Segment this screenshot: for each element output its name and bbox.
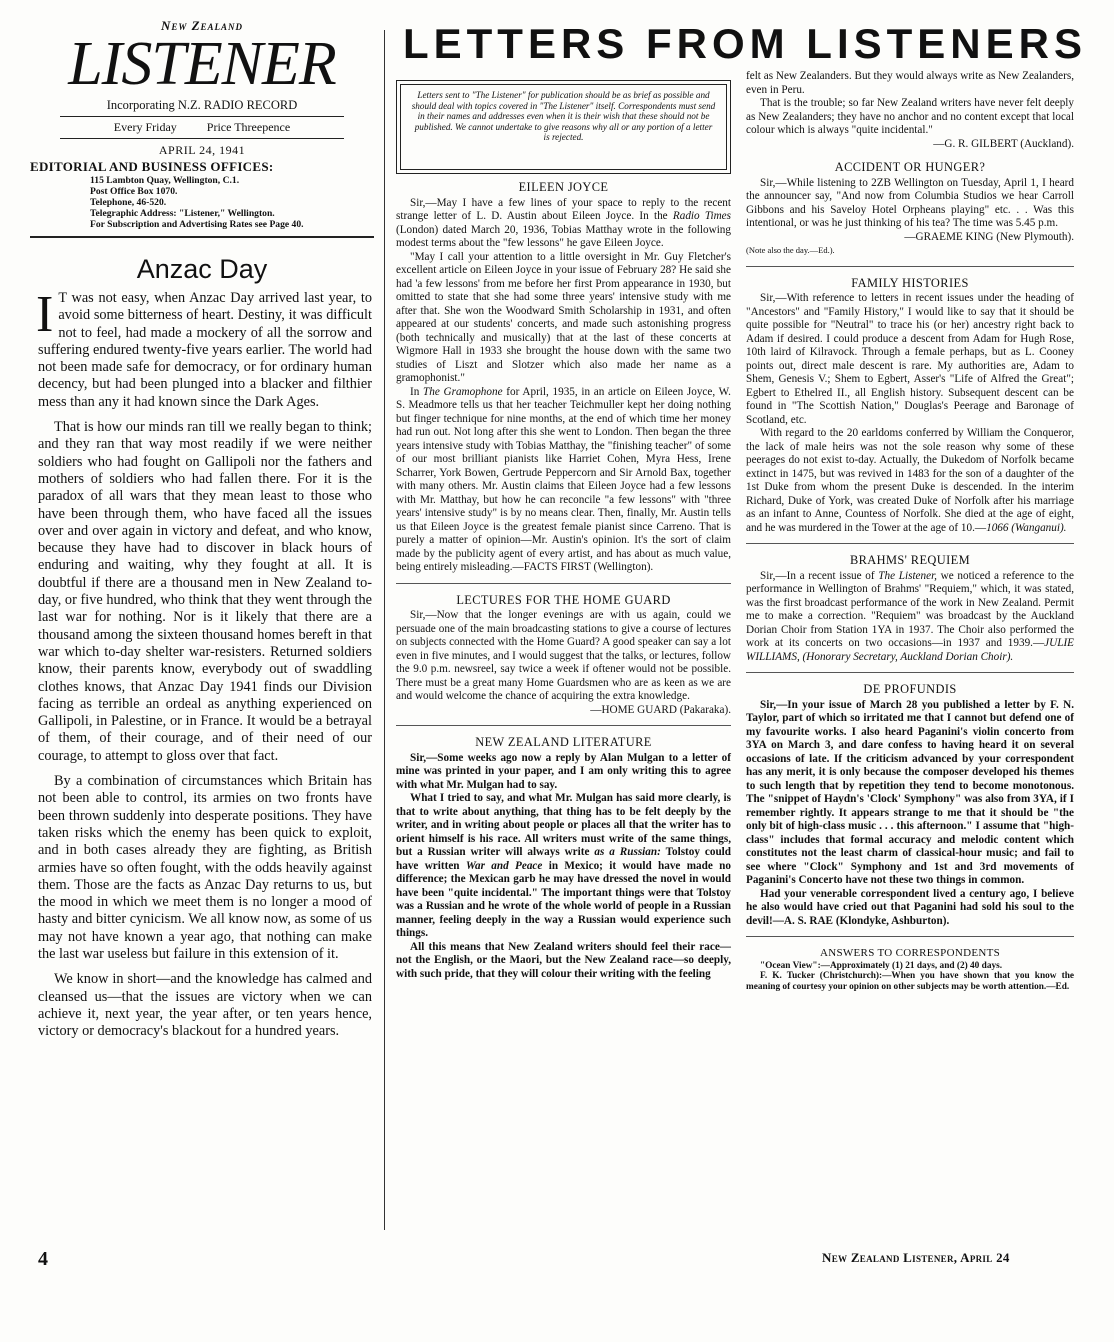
editorial-paragraph: By a combination of circumstances which Britain has not been able to control, its armies on two fronts have been thrown suddenly into desperate positions. They have taken risks which the enemy has been quick to exploit, and in both cases already they are fighting, as British armies have so often fought, with the odds heavily against them. Those are the facts as Anzac Day returns to us, but the mood in which we meet them is no longer a mood of hasty and bitter cynicism. We all know now, as some of us may not have known a year ago, that nothing can make the last war useless but failure in this extension of it. xyxy=(38,773,372,962)
editorial-title: Anzac Day xyxy=(136,254,268,284)
masthead-top: New Zealand xyxy=(160,18,244,33)
letter-heading: DE PROFUNDIS xyxy=(863,682,957,696)
letter-signature: —G. R. GILBERT (Auckland). xyxy=(933,137,1074,150)
answer-item: "Ocean View":—Approximately (1) 21 days, and (2) 40 days. xyxy=(760,960,1003,971)
office-address: 115 Lambton Quay, Wellington, C.1. xyxy=(90,175,240,186)
office-rates: For Subscription and Advertising Rates see Page 40. xyxy=(90,219,304,230)
letter-heading: ACCIDENT OR HUNGER? xyxy=(834,160,986,174)
letter-paragraph: felt as New Zealanders. But they would always write as New Zealanders, even in Peru. xyxy=(746,70,1074,96)
answers-heading: ANSWERS TO CORRESPONDENTS xyxy=(819,947,1001,959)
editorial-paragraph: I T was not easy, when Anzac Day arrived last year, to avoid some bitterness of heart. Destiny, it was difficult not to feel, had made a mockery of all the sorrow and suffering endured twenty-five years earlier. The world had not been made safe for democracy, or for ordinary human decency, but had been plunged into a blacker and filthier mess than any it had known since the Dark Ages. xyxy=(36,286,372,410)
letter-paragraph: "May I call your attention to a little oversight in Mr. Guy Fletcher's excellent article on Eileen Joyce in your issue of February 28? He said she had 'a few lessons' from me before her first Prom appearance in 1930, but omitted to state that she had some three years' intensive study with me after that. She won the Woodward Smith Scholarship in 1931, and often appeared at our students' concerts, and made such astonishing progress (both technically and musically) that at the last of these concerts at Wigmore Hall in 1933 she brought the house down with the same two studies of Liszt and Slotzer which also made her name as a gramophonist." xyxy=(396,250,731,384)
letter-paragraph: Sir,—In a recent issue of The Listener, we noticed a reference to the performance in Wellington of Brahms' "Requiem," which, it was stated, was the first broadcast performance of the work in New Zealand. Permit me to make a correction. "Requiem" was broadcast by the Auckland Dorian Choir from Station 1YA in 1937. The Choir also performed the work at its concerts on two occasions—in 1937 and 1939.—JULIE WILLIAMS, (Honorary Secretary, Auckland Dorian Choir). xyxy=(746,569,1074,663)
masthead xyxy=(30,18,374,238)
running-title: New Zealand Listener, April 24 xyxy=(822,1250,1010,1265)
drop-cap: I xyxy=(36,286,54,343)
office-telephone: Telephone, 46-520. xyxy=(90,197,167,208)
letter-brahms-requiem xyxy=(746,554,1074,673)
letter-signature: —HOME GUARD (Pakaraka). xyxy=(590,703,731,716)
editorial-body xyxy=(36,286,372,1230)
letter-paragraph: Had your venerable correspondent lived a century ago, I believe he also would have cried out that Paganini had sold his soul to the devil!—A. S. RAE (Klondyke, Ashburton). xyxy=(746,887,1074,927)
masthead-price: Price Threepence xyxy=(206,120,291,134)
letter-paragraph: Sir,—In your issue of March 28 you published a letter by F. N. Taylor, part of which so irritated me that I cannot but defend one of my favourite works. I also heard Paganini's violin concerto from 3YA on March 3, and dare confess to having heard it on several occasions of late. If the criticism advanced by your correspondent has any merit, it is only because the composer developed his themes to such length that by repetition they tend to become monotonous. The "snippet of Haydn's 'Clock' Symphony" was also from 3YA, if I remember rightly. It appears strange to me that it should be "the only bit of high-class music . . . this afternoon." I assume that "high-class" includes that formal accuracy and melodic content which constitutes not the least charm of classical-hour music; and fail to see where "Clock" Symphony and 1st and 3rd movements of Paganini's Concerto have not these two things in common. xyxy=(746,698,1074,886)
offices-heading: EDITORIAL AND BUSINESS OFFICES: xyxy=(30,159,274,174)
letter-paragraph: What I tried to say, and what Mr. Mulgan has said more clearly, is that to write about anything, that thing has to be felt deeply by the writer, and in writing about people or places all that the writer has to orient himself is his race. All writers must write of the same things, but a Russian writer will always write as a Russian: Tolstoy could have written War and Peace in Mexico; it would have made no difference; the Mexican garb he may have dressed the novel in would have been "quite incidental." The important things were that Tolstoy was a Russian and he wrote of the whole world of people in a Russian manner, feeling deeply in the way a Russian would experience such things. xyxy=(396,792,732,939)
masthead-rule xyxy=(30,236,374,238)
offices-details xyxy=(90,175,374,230)
letter-paragraph: That is the trouble; so far New Zealand writers have never felt deeply as New Zealanders; they have no anchor and no content except that local colour which is always "quite incidental." xyxy=(746,97,1074,136)
letter-heading: EILEEN JOYCE xyxy=(518,180,609,194)
letter-signature: —GRAEME KING (New Plymouth). xyxy=(904,230,1074,243)
letter-paragraph: With regard to the 20 earldoms conferred by William the Conqueror, the lack of male heirs was not the sole reason why some of these peerages do not exist to-day. Actually, the Dukedom of Norfolk became extinct in 1475, but was revived in 1483 for the son of a daughter of the 1st Duke from whom the present Duke is descended. In the interim Richard, Duke of York, was created Duke of Norfolk after his marriage as an infant to Anne, Countess of Norfolk. She died at the age of eight, and he was murdered in the Tower at the age of 10.—1066 (Wanganui). xyxy=(746,427,1074,534)
letter-nz-literature xyxy=(396,736,731,981)
editor-note: (Note also the day.—Ed.). xyxy=(746,245,835,255)
letter-nz-literature-continued xyxy=(746,70,1074,151)
letter-de-profundis xyxy=(746,683,1074,937)
letter-paragraph: In The Gramophone for April, 1935, in an article on Eileen Joyce, W. S. Meadmore tells us that her teacher Teichmuller kept her doing nothing but finger technique for nine months, at the end of which time her money had run out. Not long after this she went to London. Then began the three years intensive study with Tobias Matthay, the "finishing teacher" of some of our most brilliant pianists like Harriet Cohen, Myra Hess, Irene Scharrer, York Bowen, Gertrude Peppercorn and Sir Arnold Bax, together with many others. Mr. Austin claims that Eileen Joyce had a few lessons with Mr. Matthay, but how he can reconcile "a few lessons" with "three years' intensive study" is by no means clear. Then, finally, Mr. Austin tells us that Eileen Joyce is the greatest female pianist since Carreno. That is purely a matter of opinion—Mr. Austin's opinion. It's the sort of claim made by the publicity agent of every artist, and has about as much value, being entirely misleading.—FACTS FIRST (Wellington). xyxy=(396,385,731,573)
column-divider xyxy=(384,30,385,1230)
letter-home-guard xyxy=(396,594,731,727)
masthead-frequency: Every Friday xyxy=(113,120,177,134)
letters-column-right xyxy=(746,70,1074,1240)
masthead-name: LISTENER xyxy=(68,30,336,98)
letters-notice-box xyxy=(396,80,731,174)
issue-date: APRIL 24, 1941 xyxy=(158,143,246,157)
letter-eileen-joyce xyxy=(396,181,731,584)
masthead-row xyxy=(60,120,344,139)
letters-notice-text: Letters sent to "The Listener" for publication should be as brief as possible and should deal with topics covered in "The Listener" itself. Correspondents must send in their names and addresses even when it is their wish that these should not be published. We cannot undertake to give reasons why all or any portion of a letter is rejected. xyxy=(400,84,727,170)
letters-column-middle xyxy=(396,181,731,1231)
page-number: 4 xyxy=(38,1248,48,1270)
letter-paragraph: Sir,—Some weeks ago now a reply by Alan Mulgan to a letter of mine was printed in your paper, and I am only writing this to agree with what Mr. Mulgan had to say. xyxy=(396,751,731,791)
letter-family-histories xyxy=(746,277,1074,545)
office-telegraphic: Telegraphic Address: "Listener," Wellington. xyxy=(90,208,275,219)
letter-heading: LECTURES FOR THE HOME GUARD xyxy=(456,592,671,607)
letter-heading: FAMILY HISTORIES xyxy=(851,275,969,290)
letter-accident-or-hunger xyxy=(746,161,1074,267)
page-title: LETTERS FROM LISTENERS xyxy=(402,20,1087,67)
letter-paragraph: Sir,—May I have a few lines of your space to reply to the recent strange letter of L. D. Austin about Eileen Joyce. In the Radio Times (London) dated March 20, 1936, Tobias Matthay wrote in the following modest terms about the "few lessons" he gave Eileen Joyce. xyxy=(396,196,731,249)
editorial-paragraph: We know in short—and the knowledge has calmed and cleansed us—that the issues are victory when we can achieve it, next year, the year after, or ten years hence, victory or democracy's blackout for a hundred years. xyxy=(38,971,372,1040)
answers-to-correspondents xyxy=(746,947,1074,992)
letter-paragraph: Sir,—While listening to 2ZB Wellington on Tuesday, April 1, I heard the announcer say, "And now from Columbia Studios we hear Carroll Gibbons and his Saveloy Hotel Orpheans playing" etc. . . Was this intentional, or was he just thinking of his tea? The time was 5.45 p.m. xyxy=(746,176,1074,229)
office-po-box: Post Office Box 1070. xyxy=(90,186,178,197)
letter-heading: NEW ZEALAND LITERATURE xyxy=(475,735,652,749)
letter-paragraph: All this means that New Zealand writers should feel their race—not the English, or the Maori, but the New Zealand race—so deeply, with such pride, that they will colour their writing with the feeling xyxy=(396,940,731,980)
editorial-paragraph: That is how our minds ran till we really began to think; and they ran that way most readily if we were neither soldiers who had fought on Gallipoli nor the fathers and mothers of soldiers who had fallen there. For it is the paradox of all wars that they mean least to those who have been through them, who have faced all the issues over and over again in victory and defeat, and who know, because they have had to discover in black hours of enduring and waiting, why they fought at all. It is doubtful if there are a thousand men in New Zealand to-day, or five hundred, who think that they went through the last war for nothing. Nor is it likely that there are a thousand among the sixteen thousand homes bereft in that war which to-day shelter war-resisters. Returned soldiers know, their parents know, everybody out of swaddling clothes knows, that Anzac Day 1941 finds our Division facing as terrible an ordeal as anything experienced on Gallipoli, in Palestine, or in France. It would be a betrayal of them, of their courage, and of their need of our courage, to attempt to gloss over that fact. xyxy=(38,419,372,764)
masthead-incorporating: Incorporating N.Z. RADIO RECORD xyxy=(60,98,344,117)
letter-heading: BRAHMS' REQUIEM xyxy=(849,553,971,567)
letter-paragraph: Sir,—With reference to letters in recent issues under the heading of "Ancestors" and "Family History," I would like to say that it should be quite possible for "Neutral" to trace his (or her) ancestry right back to Adam if desired. I could produce a descent from Adam for Hugh Rose, 10th laird of Kilravock. Through a female perhaps, but as L. Cooney points out, direct male descent is rare. My authorities are, Adam to Shem, Genesis V.; Shem to Egbert, Asser's "Life of Alfred the Great"; Egbert to Ethelred II., all English history. Subsequent descent can be found in "The Scottish Nation," Douglas's Peerage and Baronage of Scotland, etc. xyxy=(746,292,1074,426)
letter-paragraph: Sir,—Now that the longer evenings are with us again, could we persuade one of the main broadcasting stations to give a course of lectures on subjects connected with the Home Guard? A good speaker can say a lot even in five minutes, and I would suggest that the talks, or lectures, follow the 9.0 p.m. newsreel, say twice a week if oftener would not be possible. There must be a great many Home Guardsmen who are as keen as we are and would welcome the chance of acquiring the extra knowledge. xyxy=(396,609,731,702)
answer-item: F. K. Tucker (Christchurch):—When you have shown that you know the meaning of courtesy your opinion on other subjects may be worth attention.—Ed. xyxy=(746,971,1074,992)
